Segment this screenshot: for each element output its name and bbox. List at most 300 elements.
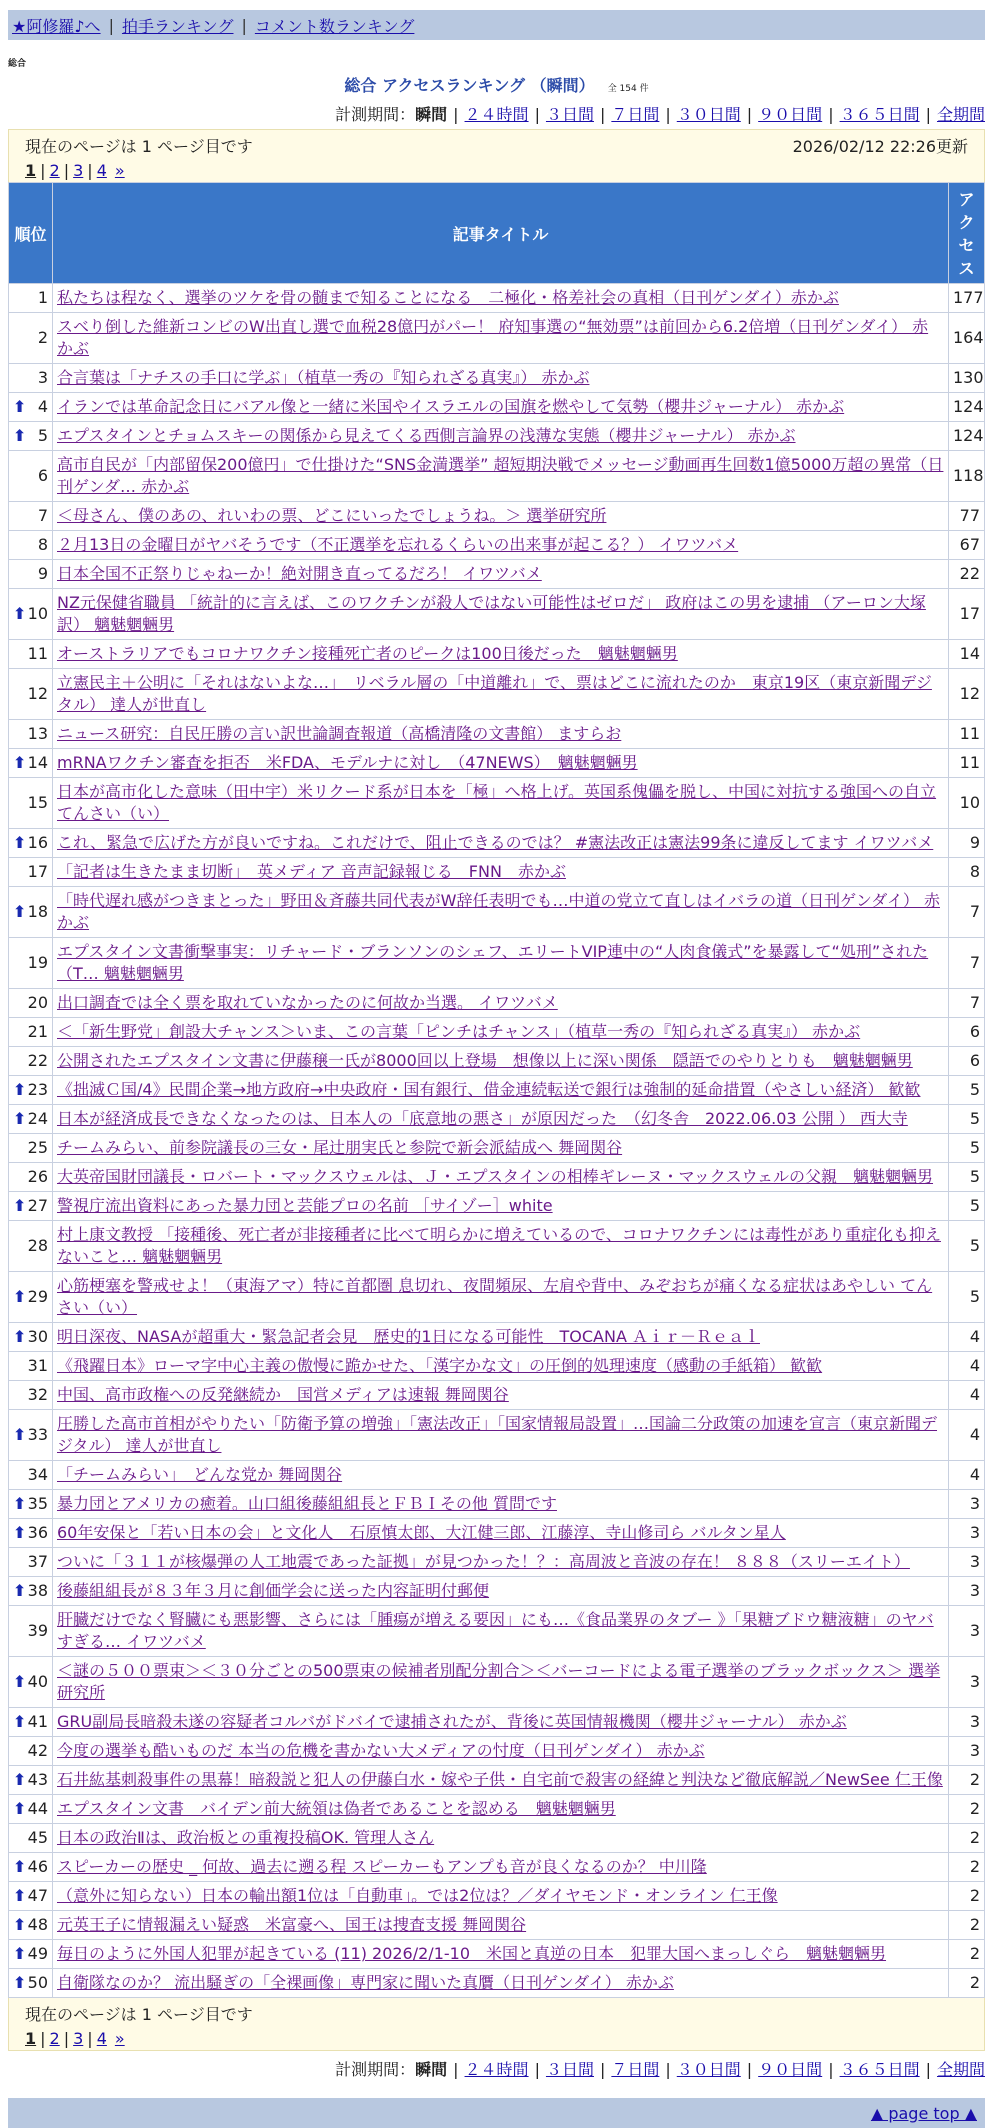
table-row <box>9 1606 985 1657</box>
period-selector-bottom <box>8 2057 985 2080</box>
article-link[interactable]: 出口調査では全く票を取れていなかったのに何故か当選。 イワツバメ <box>57 993 558 1012</box>
page-link[interactable]: 3 <box>73 2029 84 2048</box>
article-link[interactable]: ニュース研究：自民圧勝の言い訳世論調査報道（高橋清隆の文書館） ますらお <box>57 724 622 743</box>
rank-cell <box>9 1824 53 1853</box>
article-link[interactable]: ＜謎の５００票束＞＜３０分ごとの500票束の候補者別配分割合＞＜バーコードによる電子選挙のブラックボックス＞ 選挙研究所 <box>57 1661 941 1702</box>
title-cell <box>53 1192 949 1221</box>
rank-cell <box>9 1882 53 1911</box>
rank-cell <box>9 1352 53 1381</box>
rank-cell <box>9 393 53 422</box>
rank-cell <box>9 1548 53 1577</box>
table-row <box>9 1221 985 1272</box>
period-selector-top <box>8 102 985 125</box>
article-link[interactable]: 60年安保と「若い日本の会」と文化人 石原慎太郎、大江健三郎、江藤淳、寺山修司ら バルタン星人 <box>57 1523 786 1542</box>
period-link[interactable]: ９０日間 <box>758 2060 823 2079</box>
period-link[interactable]: ３日間 <box>545 105 594 124</box>
period-separator: | <box>534 2060 540 2079</box>
rank-number: 25 <box>27 1138 48 1157</box>
rank-up-icon: ⬆ <box>13 1712 27 1731</box>
period-separator: | <box>828 2060 834 2079</box>
table-row <box>9 1018 985 1047</box>
access-count: 22 <box>949 560 985 589</box>
rank-cell <box>9 1381 53 1410</box>
article-link[interactable]: 後藤組組長が８３年３月に創価学会に送った内容証明付郵便 <box>57 1581 490 1600</box>
rank-number: 43 <box>27 1770 48 1789</box>
page-next-link[interactable]: » <box>114 2029 125 2048</box>
rank-number: 48 <box>27 1915 48 1934</box>
access-count: 124 <box>949 422 985 451</box>
rank-number: 19 <box>27 953 48 972</box>
table-row <box>9 1410 985 1461</box>
period-link[interactable]: ３０日間 <box>676 2060 741 2079</box>
access-count: 4 <box>949 1323 985 1352</box>
title-cell <box>53 1323 949 1352</box>
article-link[interactable]: 中国、高市政権への反発継続か 国営メディアは速報 舞岡関谷 <box>57 1385 509 1404</box>
rank-number: 41 <box>27 1712 48 1731</box>
access-count: 17 <box>949 589 985 640</box>
article-link[interactable]: オーストラリアでもコロナワクチン接種死亡者のピークは100日後だった 魑魅魍魎男 <box>57 644 678 663</box>
rank-cell <box>9 589 53 640</box>
rank-number: 26 <box>27 1167 48 1186</box>
rank-cell <box>9 451 53 502</box>
access-count: 2 <box>949 1853 985 1882</box>
article-link[interactable]: スピーカーの歴史 _ 何故、過去に遡る程 スピーカーもアンプも音が良くなるのか？ 中川隆 <box>57 1857 707 1876</box>
rank-number: 12 <box>27 684 48 703</box>
rank-number: 1 <box>37 288 48 307</box>
rank-cell <box>9 1708 53 1737</box>
table-row <box>9 989 985 1018</box>
rank-cell <box>9 1105 53 1134</box>
title-cell <box>53 720 949 749</box>
table-row <box>9 1940 985 1969</box>
article-link[interactable]: 《飛躍日本》ローマ字中心主義の傲慢に跪かせた、「漢字かな文」の圧倒的処理速度（感動の手紙箱） 歓歓 <box>57 1356 823 1375</box>
page-links <box>25 2029 968 2048</box>
title-cell <box>53 1824 949 1853</box>
rank-up-icon: ⬆ <box>13 1672 27 1691</box>
access-count: 12 <box>949 669 985 720</box>
rank-up-icon: ⬆ <box>13 833 27 852</box>
article-link[interactable]: ついに「３１１が核爆弾の人工地震であった証拠」が見つかった！？：高周波と音波の存在！ ８８８（スリーエイト） <box>57 1552 910 1571</box>
article-link[interactable]: 圧勝した高市首相がやりたい「防衛予算の増強」「憲法改正」「国家情報局設置」…国論二分政策の加速を宣言（東京新聞デジタル） 達人が世直し <box>57 1414 938 1455</box>
nav-separator: | <box>108 15 114 35</box>
access-count: 67 <box>949 531 985 560</box>
access-count: 3 <box>949 1737 985 1766</box>
rank-cell <box>9 1490 53 1519</box>
table-row <box>9 1548 985 1577</box>
rank-cell <box>9 1461 53 1490</box>
period-separator: | <box>534 105 540 124</box>
page-top-link[interactable]: ▲ page top ▲ <box>870 2103 977 2123</box>
article-link[interactable]: ２月13日の金曜日がヤバそうです（不正選挙を忘れるくらいの出来事が起こる？） イワツバメ <box>57 535 739 554</box>
access-count: 3 <box>949 1548 985 1577</box>
rank-number: 16 <box>27 833 48 852</box>
article-link[interactable]: 高市自民が「内部留保200億円」で仕掛けた“SNS金満選挙” 超短期決戦でメッセージ動画再生回数1億5000万超の異常（日刊ゲンダ… 赤かぶ <box>57 455 944 496</box>
article-link[interactable]: 肝臓だけでなく腎臓にも悪影響、さらには「腫瘍が増える要因」にも…《食品業界のタブー 》「果糖ブドウ糖液糖」のヤバすぎる… イワツバメ <box>57 1610 934 1651</box>
article-link[interactable]: 明日深夜、NASAが超重大・緊急記者会見 歴史的1日になる可能性 TOCANA Ａｉｒ－Ｒｅａｌ <box>57 1327 760 1346</box>
rank-number: 45 <box>27 1828 48 1847</box>
table-row <box>9 1737 985 1766</box>
rank-cell <box>9 887 53 938</box>
rank-up-icon: ⬆ <box>13 1886 27 1905</box>
title-cell <box>53 531 949 560</box>
article-link[interactable]: 日本の政治Ⅱは、政治板との重複投稿OK. 管理人さん <box>57 1828 435 1847</box>
period-link[interactable]: 全期間 <box>936 105 985 124</box>
article-link[interactable]: 日本が高市化した意味（田中宇）米リクード系が日本を「極」へ格上げ。英国系傀儡を脱し、中国に対抗する強国への自立てんさい（い） <box>57 782 937 823</box>
rank-cell <box>9 1323 53 1352</box>
table-row <box>9 531 985 560</box>
title-cell <box>53 858 949 887</box>
title-cell <box>53 1163 949 1192</box>
rank-number: 30 <box>27 1327 48 1346</box>
pager-bottom <box>8 1998 985 2051</box>
table-row <box>9 1708 985 1737</box>
article-link[interactable]: 立憲民主＋公明に「それはないよな…」 リベラル層の「中道離れ」で、票はどこに流れたのか 東京19区（東京新聞デジタル） 達人が世直し <box>57 673 932 714</box>
title-cell <box>53 1795 949 1824</box>
access-count: 2 <box>949 1882 985 1911</box>
table-row <box>9 422 985 451</box>
access-count: 2 <box>949 1911 985 1940</box>
page-link[interactable]: 2 <box>49 2029 60 2048</box>
access-count: 2 <box>949 1795 985 1824</box>
title-cell <box>53 938 949 989</box>
article-link[interactable]: 警視庁流出資料にあった暴力団と芸能プロの名前 ［サイゾー］white <box>57 1196 553 1215</box>
rank-up-icon: ⬆ <box>13 1287 27 1306</box>
access-count: 3 <box>949 1708 985 1737</box>
period-link[interactable]: ７日間 <box>611 105 660 124</box>
article-link[interactable]: スベり倒した維新コンビのW出直し選で血税28億円がパー！ 府知事選の“無効票”は前回から6.2倍増（日刊ゲンダイ） 赤かぶ <box>57 317 929 358</box>
title-cell <box>53 1047 949 1076</box>
title-cell <box>53 1352 949 1381</box>
period-link[interactable]: ３０日間 <box>676 105 741 124</box>
rank-cell <box>9 1047 53 1076</box>
article-link[interactable]: 「チームみらい」 どんな党か 舞岡関谷 <box>57 1465 343 1484</box>
access-count: 4 <box>949 1461 985 1490</box>
table-row <box>9 313 985 364</box>
item-count: 全 154 件 <box>607 84 649 94</box>
rank-number: 40 <box>27 1672 48 1691</box>
article-link[interactable]: 「時代遅れ感がつきまとった」野田＆斉藤共同代表がW辞任表明でも…中道の党立て直しはイバラの道（日刊ゲンダイ） 赤かぶ <box>57 891 940 932</box>
table-row <box>9 1076 985 1105</box>
title-cell <box>53 829 949 858</box>
title-cell <box>53 1657 949 1708</box>
table-row <box>9 1490 985 1519</box>
period-separator: | <box>925 105 931 124</box>
access-count: 7 <box>949 938 985 989</box>
rank-cell <box>9 1163 53 1192</box>
article-link[interactable]: NZ元保健省職員 「統計的に言えば、このワクチンが殺人ではない可能性はゼロだ」 政府はこの男を逮捕 （アーロン大塚訳） 魑魅魍魎男 <box>57 593 926 634</box>
table-row <box>9 1766 985 1795</box>
page-next-link[interactable]: » <box>114 161 125 180</box>
article-link[interactable]: 「記者は生きたまま切断」 英メディア 音声記録報じる FNN 赤かぶ <box>57 862 566 881</box>
rank-number: 22 <box>27 1051 48 1070</box>
rank-number: 31 <box>27 1356 48 1375</box>
page-separator: | <box>87 2029 93 2048</box>
rank-number: 39 <box>27 1621 48 1640</box>
period-label: 計測期間： <box>335 105 416 124</box>
article-link[interactable]: 毎日のように外国人犯罪が起きている (11) 2026/2/1-10 米国と真逆の日本 犯罪大国へまっしぐら 魑魅魍魎男 <box>57 1944 887 1963</box>
article-link[interactable]: これ、緊急で広げた方が良いですね。これだけで、阻止できるのでは？ #憲法改正は憲法99条に違反してます イワツバメ <box>57 833 934 852</box>
period-separator: | <box>665 2060 671 2079</box>
title-cell <box>53 749 949 778</box>
rank-cell <box>9 669 53 720</box>
access-count: 2 <box>949 1969 985 1998</box>
rank-number: 44 <box>27 1799 48 1818</box>
rank-cell <box>9 829 53 858</box>
rank-number: 15 <box>27 793 48 812</box>
table-row <box>9 364 985 393</box>
rank-up-icon: ⬆ <box>13 604 27 623</box>
table-row <box>9 1882 985 1911</box>
title-cell <box>53 640 949 669</box>
rank-cell <box>9 1018 53 1047</box>
article-link[interactable]: 元英王子に情報漏えい疑惑 米富豪へ、国王は捜査支援 舞岡関谷 <box>57 1915 527 1934</box>
title-cell <box>53 560 949 589</box>
article-link[interactable]: 心筋梗塞を警戒せよ！（東海アマ）特に首都圏 息切れ、夜間頻尿、左肩や背中、みぞおちが痛くなる症状はあやしい てんさい（い） <box>57 1276 933 1317</box>
page-link[interactable]: 4 <box>96 161 107 180</box>
rank-number: 8 <box>37 535 48 554</box>
rank-cell <box>9 1606 53 1657</box>
page-current: 1 <box>25 161 37 180</box>
title-cell <box>53 1577 949 1606</box>
rank-cell <box>9 1969 53 1998</box>
rank-cell <box>9 1134 53 1163</box>
rank-cell <box>9 531 53 560</box>
table-row <box>9 749 985 778</box>
rank-number: 28 <box>27 1236 48 1255</box>
rank-up-icon: ⬆ <box>13 1327 27 1346</box>
article-link[interactable]: エプスタイン文書 バイデン前大統領は偽者であることを認める 魑魅魍魎男 <box>57 1799 616 1818</box>
title-cell <box>53 1969 949 1998</box>
current-page-text: 現在のページは 1 ページ目です <box>25 137 253 156</box>
rank-cell <box>9 1519 53 1548</box>
article-link[interactable]: 私たちは程なく、選挙のツケを骨の髄まで知ることになる 二極化・格差社会の真相（日刊ゲンダイ）赤かぶ <box>57 288 839 307</box>
rank-number: 14 <box>27 753 48 772</box>
rank-cell <box>9 284 53 313</box>
period-link[interactable]: ３日間 <box>545 2060 594 2079</box>
table-row <box>9 1134 985 1163</box>
title-cell <box>53 589 949 640</box>
article-link[interactable]: 今度の選挙も酷いものだ 本当の危機を書かない大メディアの忖度（日刊ゲンダイ） 赤かぶ <box>57 1741 705 1760</box>
rank-number: 32 <box>27 1385 48 1404</box>
period-separator: | <box>746 105 753 124</box>
period-link[interactable]: ３６５日間 <box>839 2060 920 2079</box>
access-count: 2 <box>949 1766 985 1795</box>
rank-cell <box>9 1940 53 1969</box>
access-count: 4 <box>949 1381 985 1410</box>
article-link[interactable]: 石井紘基刺殺事件の黒幕！暗殺説と犯人の伊藤白水・嫁や子供・自宅前で殺害の経緯と判決など徹底解説／NewSee 仁王像 <box>57 1770 943 1789</box>
page-separator: | <box>87 161 93 180</box>
title-cell <box>53 393 949 422</box>
rank-cell <box>9 422 53 451</box>
rank-number: 6 <box>37 466 48 485</box>
title-cell <box>53 1221 949 1272</box>
period-link[interactable]: ９０日間 <box>758 105 823 124</box>
title-cell <box>53 1940 949 1969</box>
rank-number: 42 <box>27 1741 48 1760</box>
title-cell <box>53 1272 949 1323</box>
period-link[interactable]: 全期間 <box>936 2060 985 2079</box>
rank-up-icon: ⬆ <box>13 1109 27 1128</box>
title-cell <box>53 1853 949 1882</box>
access-count: 3 <box>949 1577 985 1606</box>
current-page-text: 現在のページは 1 ページ目です <box>25 2005 253 2024</box>
article-link[interactable]: 公開されたエプスタイン文書に伊藤穣一氏が8000回以上登場 想像以上に深い関係 隠語でのやりとりも 魑魅魍魎男 <box>57 1051 913 1070</box>
access-count: 2 <box>949 1940 985 1969</box>
rank-cell <box>9 502 53 531</box>
access-count: 3 <box>949 1490 985 1519</box>
rank-cell <box>9 1911 53 1940</box>
rank-cell <box>9 1795 53 1824</box>
nav-separator: | <box>241 15 247 35</box>
title-cell <box>53 1461 949 1490</box>
table-header-row <box>9 183 985 284</box>
article-link[interactable]: 大英帝国財団議長・ロバート・マックスウェルは、Ｊ・エプスタインの相棒ギレーヌ・マックスウェルの父親 魑魅魍魎男 <box>57 1167 934 1186</box>
title-cell <box>53 1076 949 1105</box>
rank-cell <box>9 1853 53 1882</box>
title-cell <box>53 1911 949 1940</box>
access-count: 5 <box>949 1192 985 1221</box>
article-link[interactable]: ＜「新生野党」創設大チャンス＞いま、この言葉「ピンチはチャンス」（植草一秀の『知られざる真実』） 赤かぶ <box>57 1022 861 1041</box>
title-cell <box>53 1381 949 1410</box>
title-cell <box>53 1105 949 1134</box>
title-cell <box>53 1882 949 1911</box>
period-link[interactable]: ７日間 <box>611 2060 660 2079</box>
access-count: 5 <box>949 1163 985 1192</box>
table-row <box>9 1657 985 1708</box>
nav-clap-ranking[interactable]: 拍手ランキング <box>121 16 234 36</box>
rank-number: 3 <box>37 368 48 387</box>
access-count: 177 <box>949 284 985 313</box>
rank-number: 33 <box>27 1425 48 1444</box>
page-links <box>25 161 968 180</box>
rank-cell <box>9 1192 53 1221</box>
period-link[interactable]: ３６５日間 <box>839 105 920 124</box>
period-current: 瞬間 <box>415 105 448 124</box>
page-separator: | <box>40 2029 46 2048</box>
rank-cell <box>9 1410 53 1461</box>
article-link[interactable]: GRU副局長暗殺未遂の容疑者コルバがドバイで逮捕されたが、背後に英国情報機関（櫻井ジャーナル） 赤かぶ <box>57 1712 847 1731</box>
page-link[interactable]: 4 <box>96 2029 107 2048</box>
access-count: 7 <box>949 887 985 938</box>
article-link[interactable]: mRNAワクチン審査を拒否 米FDA、モデルナに対し （47NEWS） 魑魅魍魎男 <box>57 753 638 772</box>
table-row <box>9 1519 985 1548</box>
title-cell <box>53 1490 949 1519</box>
nav-asyura-home[interactable]: ★阿修羅♪へ <box>12 16 101 36</box>
article-link[interactable]: イランでは革命記念日にバアル像と一緒に米国やイスラエルの国旗を燃やして気勢（櫻井ジャーナル） 赤かぶ <box>57 397 845 416</box>
table-row <box>9 451 985 502</box>
period-separator: | <box>746 2060 753 2079</box>
access-count: 5 <box>949 1105 985 1134</box>
rank-number: 50 <box>27 1973 48 1992</box>
period-separator: | <box>828 105 834 124</box>
page-current: 1 <box>25 2029 37 2048</box>
article-link[interactable]: 合言葉は「ナチスの手口に学ぶ」（植草一秀の『知られざる真実』） 赤かぶ <box>57 368 590 387</box>
article-link[interactable]: 村上康文教授 「接種後、死亡者が非接種者に比べて明らかに増えているので、コロナワクチンには毒性があり重症化も抑えないこと… 魑魅魍魎男 <box>57 1225 941 1266</box>
article-link[interactable]: チームみらい、前参院議長の三女・尾辻朋実氏と参院で新会派結成へ 舞岡関谷 <box>57 1138 623 1157</box>
title-cell <box>53 1548 949 1577</box>
rank-up-icon: ⬆ <box>13 1080 27 1099</box>
rank-cell <box>9 1737 53 1766</box>
access-count: 11 <box>949 749 985 778</box>
article-link[interactable]: 日本が経済成長できなくなったのは、日本人の「底意地の悪さ」が原因だった （幻冬舎 2022.06.03 公開 ） 西大寺 <box>57 1109 908 1128</box>
table-row <box>9 858 985 887</box>
rank-up-icon: ⬆ <box>13 426 27 445</box>
rank-number: 46 <box>27 1857 48 1876</box>
nav-comment-ranking[interactable]: コメント数ランキング <box>254 16 415 36</box>
access-count: 10 <box>949 778 985 829</box>
access-count: 4 <box>949 1410 985 1461</box>
access-count: 124 <box>949 393 985 422</box>
period-separator: | <box>599 105 606 124</box>
article-link[interactable]: エプスタインとチョムスキーの関係から見えてくる西側言論界の浅薄な実態（櫻井ジャーナル） 赤かぶ <box>57 426 796 445</box>
table-row <box>9 1969 985 1998</box>
table-row <box>9 1105 985 1134</box>
table-row <box>9 887 985 938</box>
table-row <box>9 829 985 858</box>
rank-number: 23 <box>27 1080 48 1099</box>
rank-cell <box>9 1076 53 1105</box>
rank-number: 13 <box>27 724 48 743</box>
access-count: 5 <box>949 1076 985 1105</box>
page-separator: | <box>40 161 46 180</box>
period-link[interactable]: ２４時間 <box>464 2060 529 2079</box>
article-link[interactable]: 日本全国不正祭りじゃねーか！絶対開き直ってるだろ！ イワツバメ <box>57 564 542 583</box>
rank-up-icon: ⬆ <box>13 1494 27 1513</box>
article-link[interactable]: エプスタイン文書衝撃事実：リチャード・ブランソンのシェフ、エリートVIP連中の“人肉食儀式”を暴露して“処刑”された（T… 魑魅魍魎男 <box>57 942 929 983</box>
period-link[interactable]: ２４時間 <box>464 105 529 124</box>
rank-up-icon: ⬆ <box>13 1196 27 1215</box>
period-label: 計測期間： <box>335 2060 416 2079</box>
article-link[interactable]: ＜母さん、僕のあの、れいわの票、どこにいったでしょうね。＞ 選挙研究所 <box>57 506 607 525</box>
title-cell <box>53 1737 949 1766</box>
rank-up-icon: ⬆ <box>13 1799 27 1818</box>
page-link[interactable]: 3 <box>73 161 84 180</box>
title-cell <box>53 887 949 938</box>
updated-timestamp: 2026/02/12 22:26更新 <box>792 137 968 156</box>
rank-cell <box>9 858 53 887</box>
access-count: 3 <box>949 1606 985 1657</box>
rank-number: 7 <box>37 506 48 525</box>
rank-up-icon: ⬆ <box>13 1973 27 1992</box>
table-row <box>9 778 985 829</box>
title-cell <box>53 1134 949 1163</box>
article-link[interactable]: 《拙滅Ｃ国/4》民間企業→地方政府→中央政府・国有銀行、借金連続転送で銀行は強制的延命措置（やさしい経済） 歓歓 <box>57 1080 921 1099</box>
table-row <box>9 669 985 720</box>
rank-number: 20 <box>27 993 48 1012</box>
ranking-title-row <box>0 73 993 96</box>
title-cell <box>53 1606 949 1657</box>
period-separator: | <box>453 2060 459 2079</box>
rank-cell <box>9 778 53 829</box>
page-link[interactable]: 2 <box>49 161 60 180</box>
article-link[interactable]: 暴力団とアメリカの癒着。山口組後藤組組長とＦＢＩその他 質問です <box>57 1494 557 1513</box>
table-row <box>9 640 985 669</box>
rank-number: 34 <box>27 1465 48 1484</box>
table-row <box>9 1163 985 1192</box>
access-count: 164 <box>949 313 985 364</box>
rank-number: 2 <box>37 328 48 347</box>
ranking-table <box>8 182 985 1998</box>
table-row <box>9 393 985 422</box>
title-cell <box>53 989 949 1018</box>
table-row <box>9 1323 985 1352</box>
article-link[interactable]: 自衛隊なのか？ 流出騒ぎの「全裸画像」専門家に聞いた真贋（日刊ゲンダイ） 赤かぶ <box>57 1973 674 1992</box>
table-row <box>9 1192 985 1221</box>
rank-number: 10 <box>27 604 48 623</box>
rank-number: 21 <box>27 1022 48 1041</box>
access-count: 3 <box>949 1519 985 1548</box>
article-link[interactable]: （意外に知らない）日本の輸出額1位は「自動車」。では2位は？／ダイヤモンド・オンライン 仁王像 <box>57 1886 778 1905</box>
